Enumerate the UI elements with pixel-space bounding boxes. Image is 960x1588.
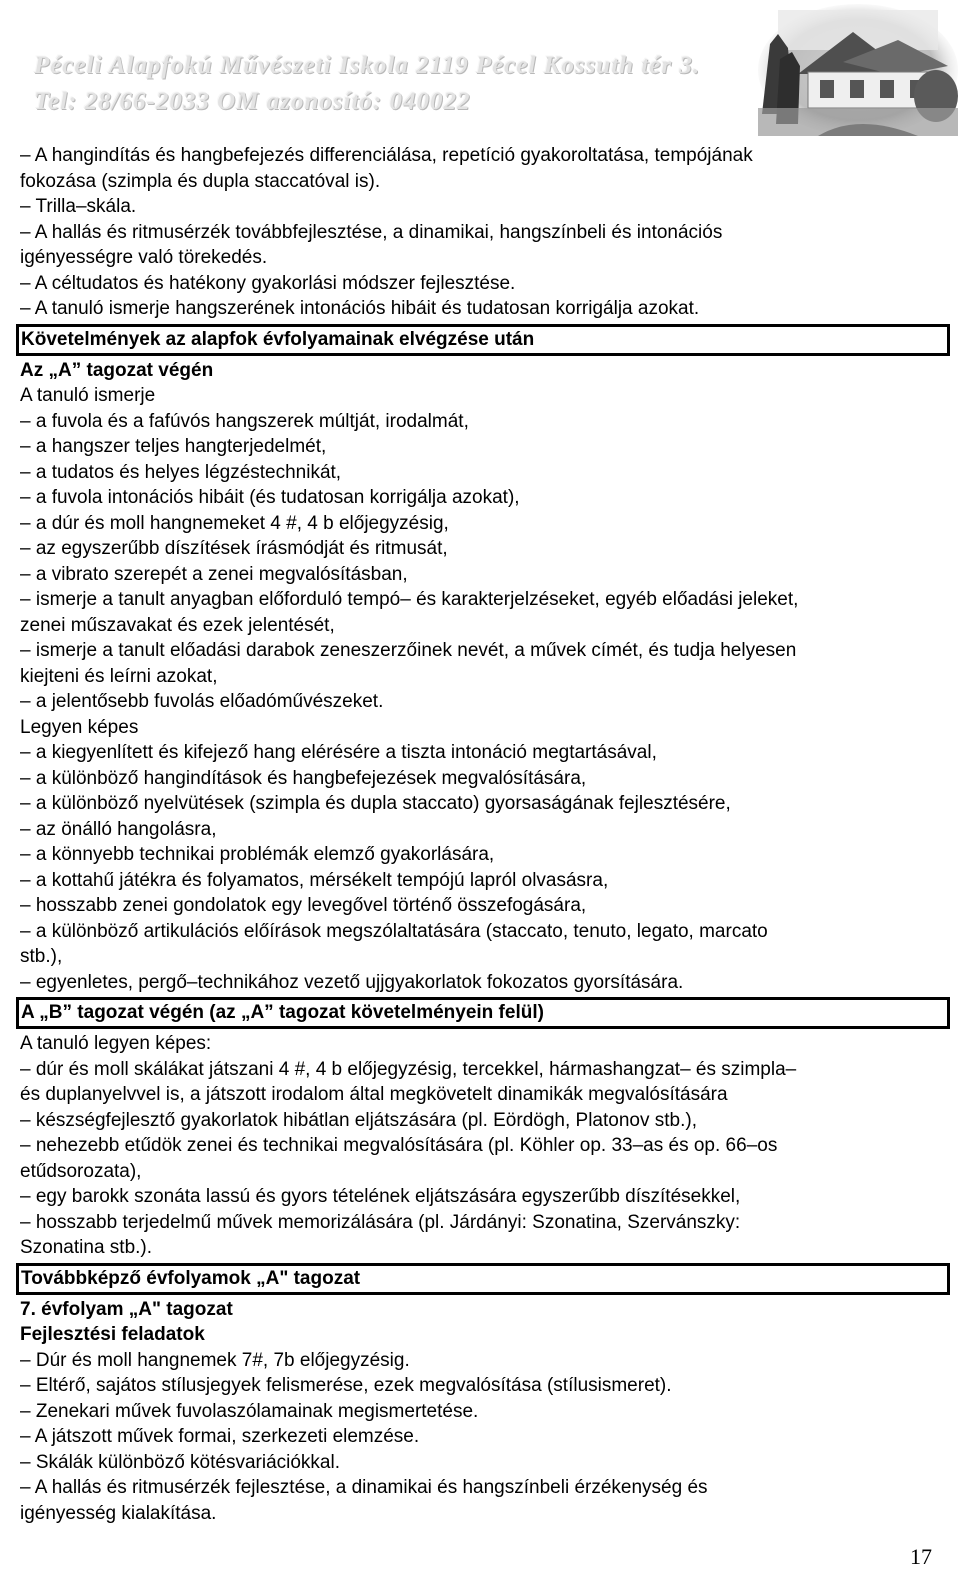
intro-line: igényességre való törekedés. [20, 247, 268, 268]
school-building-photo-icon [758, 4, 958, 136]
list-item: – a különböző nyelvütések (szimpla és dupla staccato) gyorsaságának fejlesztésére, [20, 793, 731, 814]
page-number: 17 [910, 1544, 932, 1569]
section-lead: A tanuló ismerje [20, 385, 156, 406]
list-item: – hosszabb zenei gondolatok egy levegővel történő összefogására, [20, 895, 587, 916]
list-item: – nehezebb etűdök zenei és technikai megvalósítására (pl. Köhler op. 33–as és op. 66–os [20, 1135, 778, 1156]
list-item: – a hangszer teljes hangterjedelmét, [20, 436, 327, 457]
section-subtitle: 7. évfolyam „A" tagozat [20, 1298, 233, 1320]
list-item: – a fuvola és a fafúvós hangszerek múltját, irodalmát, [20, 410, 469, 432]
school-phone-om: Tel: 28/66-2033 OM azonosító: 040022 [34, 88, 471, 115]
list-item: igényesség kialakítása. [20, 1502, 217, 1524]
page-header [0, 0, 960, 138]
list-item: – az egyszerűbb díszítések írásmódját és ritmusát, [20, 538, 448, 559]
list-item: – a tudatos és helyes légzéstechnikát, [20, 461, 342, 483]
list-item: – Eltérő, sajátos stílusjegyek felismerése, ezek megvalósítása (stílusismeret). [20, 1375, 672, 1396]
list-item: – a kottahű játékra és folyamatos, mérsékelt tempójú lapról olvasásra, [20, 869, 609, 891]
list-item: zenei műszavakat és ezek jelentését, [20, 614, 335, 636]
list-item: – az önálló hangolásra, [20, 818, 217, 840]
section-lead: Legyen képes [20, 716, 139, 738]
section-heading-box: Követelmények az alapfok évfolyamainak elvégzése után [16, 324, 950, 356]
school-name-address: Péceli Alapfokú Művészeti Iskola 2119 Pécel Kossuth tér 3. [34, 52, 701, 79]
section-lead: A tanuló legyen képes: [20, 1033, 212, 1054]
section-subtitle: Az „A” tagozat végén [20, 359, 214, 381]
list-item: – ismerje a tanult anyagban előforduló tempó– és karakterjelzéseket, egyéb előadási jeleket, [20, 589, 799, 610]
list-item: – a könnyebb technikai problémák elemző gyakorlására, [20, 844, 495, 865]
intro-line: – Trilla–skála. [20, 196, 137, 217]
list-item: – A játszott művek formai, szerkezeti elemzése. [20, 1426, 420, 1447]
list-item: – a különböző artikulációs előírások megszólaltatására (staccato, tenuto, legato, marcato [20, 920, 768, 942]
list-item: – a kiegyenlített és kifejező hang elérésére a tiszta intonáció megtartásával, [20, 742, 657, 763]
list-item: stb.), [20, 946, 63, 967]
document-body [20, 143, 946, 1526]
list-item: – Zenekari művek fuvolaszólamainak megismertetése. [20, 1400, 479, 1422]
section-subtitle: Fejlesztési feladatok [20, 1324, 205, 1345]
list-item: – Skálák különböző kötésvariációkkal. [20, 1451, 341, 1473]
list-item: – készségfejlesztő gyakorlatok hibátlan eljátszására (pl. Eördögh, Platonov stb.), [20, 1109, 697, 1131]
list-item: kiejteni és leírni azokat, [20, 665, 218, 687]
list-item: – a jelentősebb fuvolás előadóművészeket. [20, 691, 384, 712]
intro-line: fokozása (szimpla és dupla staccatóval is). [20, 170, 381, 192]
section-heading-box: Továbbképző évfolyamok „A" tagozat [16, 1263, 950, 1295]
list-item: – a különböző hangindítások és hangbefejezések megvalósítására, [20, 767, 587, 789]
intro-line: – A tanuló ismerje hangszerének intonációs hibáit és tudatosan korrigálja azokat. [20, 298, 700, 319]
list-item: etűdsorozata), [20, 1160, 142, 1182]
list-item: – egyenletes, pergő–technikához vezető ujjgyakorlatok fokozatos gyorsítására. [20, 971, 684, 993]
list-item: – dúr és moll skálákat játszani 4 #, 4 b előjegyzésig, tercekkel, hármashangzat– és szimpla– [20, 1058, 797, 1080]
list-item: és duplanyelvvel is, a játszott irodalom által megkövetelt dinamikák megvalósítására [20, 1084, 728, 1105]
intro-line: – A hallás és ritmusérzék továbbfejlesztése, a dinamikai, hangszínbeli és intonációs [20, 221, 723, 243]
intro-line: – A hangindítás és hangbefejezés differenciálása, repetíció gyakoroltatása, tempójának [20, 145, 753, 166]
intro-line: – A céltudatos és hatékony gyakorlási módszer fejlesztése. [20, 272, 516, 294]
section-heading-box: A „B” tagozat végén (az „A” tagozat követelményein felül) [16, 997, 950, 1029]
list-item: – egy barokk szonáta lassú és gyors tételének eljátszására egyszerűbb díszítésekkel, [20, 1186, 741, 1207]
list-item: – a dúr és moll hangnemeket 4 #, 4 b előjegyzésig, [20, 512, 449, 534]
list-item: – Dúr és moll hangnemek 7#, 7b előjegyzésig. [20, 1349, 410, 1371]
list-item: – ismerje a tanult előadási darabok zeneszerzőinek nevét, a művek címét, és tudja helyesen [20, 640, 797, 661]
list-item: – hosszabb terjedelmű művek memorizálására (pl. Járdányi: Szonatina, Szervánszky: [20, 1211, 741, 1233]
list-item: – a fuvola intonációs hibáit (és tudatosan korrigálja azokat), [20, 487, 520, 508]
list-item: – a vibrato szerepét a zenei megvalósításban, [20, 563, 408, 585]
list-item: Szonatina stb.). [20, 1237, 153, 1258]
list-item: – A hallás és ritmusérzék fejlesztése, a dinamikai és hangszínbeli érzékenység és [20, 1477, 708, 1498]
